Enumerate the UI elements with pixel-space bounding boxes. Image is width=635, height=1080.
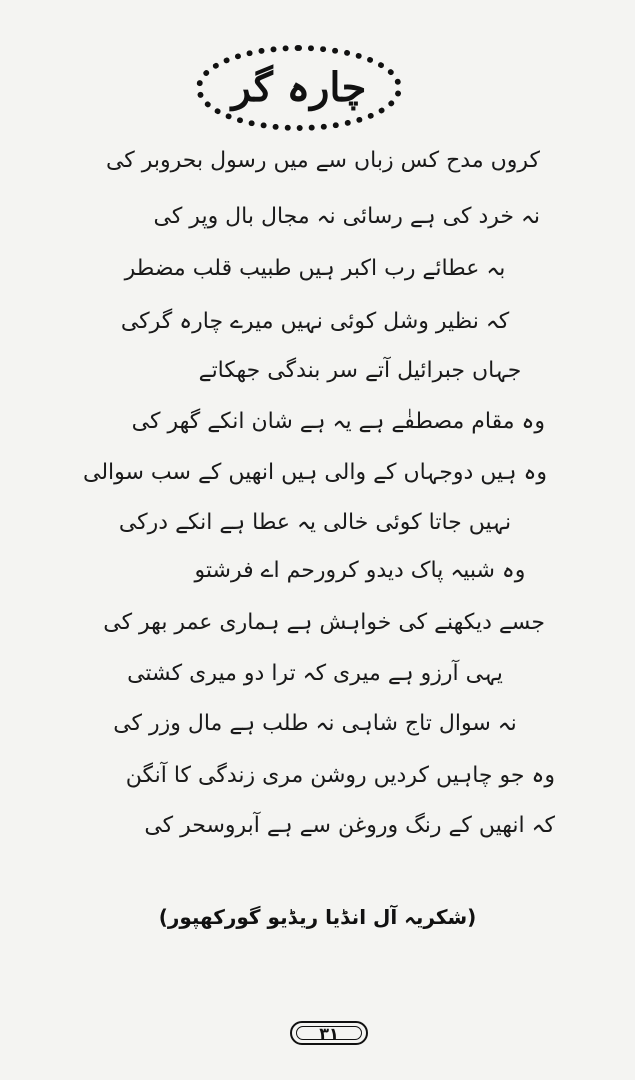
verse-line-5: جہاں جبرائیل آتے سر بندگی جھکاتے: [198, 358, 522, 383]
title-dotted-frame: [196, 45, 402, 131]
verse-line-1: کروں مدح کس زباں سے میں رسول بحروبر کی: [105, 148, 540, 173]
verse-line-9: وہ شبیہ پاک دیدو کرورحم اے فرشتو: [194, 558, 526, 583]
verse-line-7: وہ ہیں دوجہاں کے والی ہیں انھیں کے سب سوالی: [82, 460, 548, 485]
verse-line-10: جسے دیکھنے کی خواہش ہے ہماری عمر بھر کی: [103, 610, 545, 635]
page-number-frame: [290, 1021, 368, 1045]
credit-line: (شکریہ آل انڈیا ریڈیو گورکھپور): [158, 905, 477, 929]
verse-line-11: یہی آرزو ہے میری کہ ترا دو میری کشتی: [127, 661, 503, 686]
verse-line-3: بہ عطائے رب اکبر ہیں طبیب قلب مضطر: [124, 256, 506, 281]
verse-line-8: نہیں جاتا کوئی خالی یہ عطا ہے انکے درکی: [118, 510, 512, 535]
verse-line-6: وہ مقام مصطفٰے ہے یہ ہے شان انکے گھر کی: [131, 409, 545, 434]
verse-line-13: وہ جو چاہیں کردیں روشن مری زندگی کا آنگن: [125, 763, 555, 788]
verse-line-12: نہ سوال تاج شاہی نہ طلب ہے مال وزر کی: [113, 711, 517, 736]
verse-line-4: کہ نظیر وشل کوئی نہیں میرے چارہ گرکی: [120, 309, 510, 334]
verse-line-14: کہ انھیں کے رنگ وروغن سے ہے آبروسحر کی: [144, 813, 555, 838]
poem-title: چارہ گر: [231, 64, 367, 111]
verse-line-2: نہ خرد کی ہے رسائی نہ مجال بال وپر کی: [153, 204, 540, 229]
page-number: ۳۱: [319, 1023, 339, 1043]
